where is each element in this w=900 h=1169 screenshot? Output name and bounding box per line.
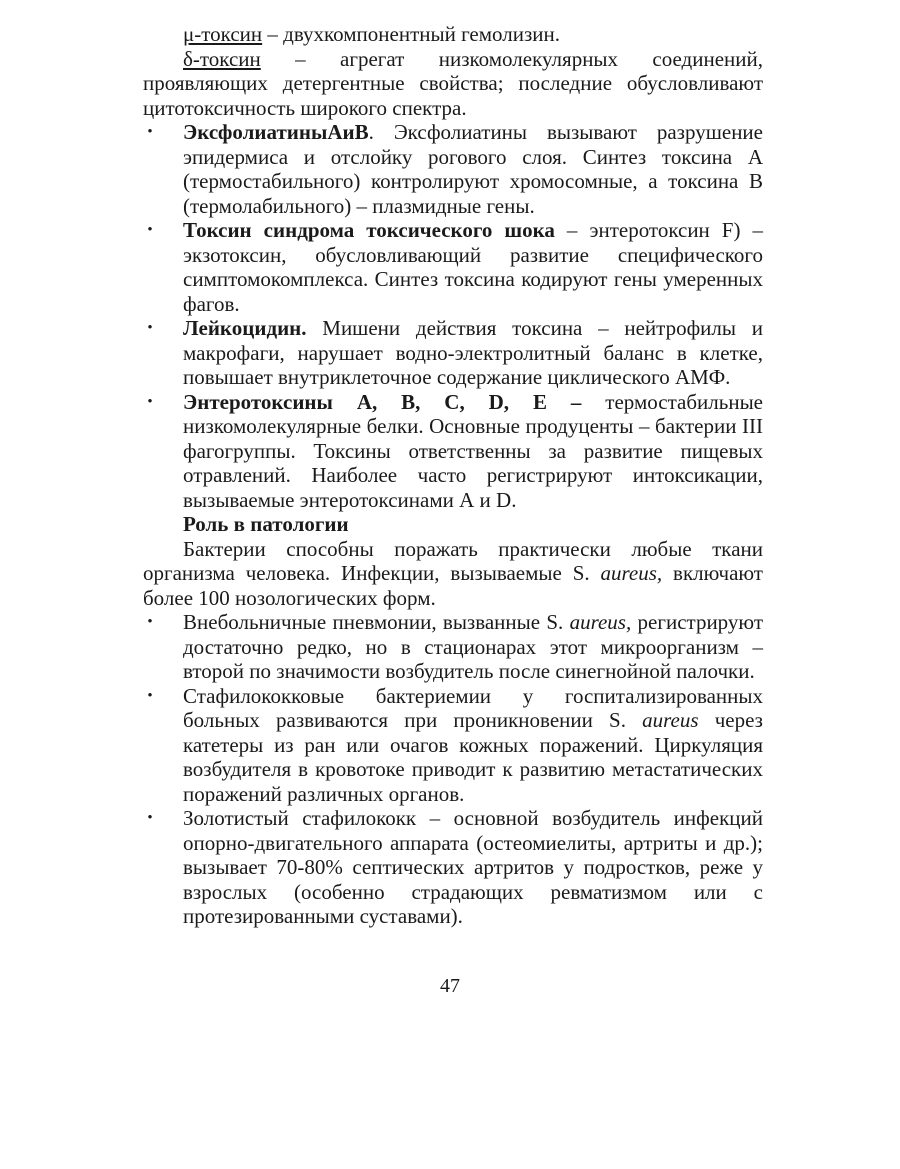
list-item-text: Золотистый стафилококк – основной возбудитель инфекций опорно-двигательного аппарата (остеомиелиты, артриты и др.); вызывает 70-80% септических артритов у подростков, реже у взрослых (особенно страдающих ревматизмом или с протезированными суставами). [183, 806, 763, 928]
list-item-text: . Эксфолиатины вызывают разрушение эпидермиса и отслойку рогового слоя. Синтез токсина А (термостабильного) контролируют хромосомные, а токсина В (термолабильного) – плазмидные гены. [183, 120, 763, 218]
toxin-mu-paragraph [143, 22, 763, 47]
list-item-term: Энтеротоксины А, В, С, D, Е – [183, 389, 582, 414]
list-item-text: Стафилококковые бактериемии у госпитализированных больных развиваются при проникновении S. [183, 683, 763, 732]
list-item-enterotoxins [143, 390, 763, 513]
section-intro-after: включают более 100 нозологических форм. [143, 561, 763, 610]
bullet-icon: • [147, 320, 153, 336]
page-number: 47 [440, 975, 460, 997]
toxin-mu-term: μ-токсин [183, 22, 263, 46]
list-item-pneumonia [143, 610, 763, 684]
list-item-exfoliatins [143, 120, 763, 218]
page-content [143, 22, 763, 929]
list-item-bacteremia [143, 684, 763, 807]
list-item-leukocidin [143, 316, 763, 390]
list-item-musculoskeletal [143, 806, 763, 929]
list-item-text-after: регистрируют достаточно редко, но в стационарах этот микроорганизм – второй по значимости возбудитель после синегнойной палочки. [183, 610, 763, 683]
bullet-icon: • [147, 687, 153, 704]
list-item-italic: aureus [642, 708, 699, 732]
list-item-term: Токсин синдрома токсического шока [183, 218, 555, 242]
list-item-term: ЭксфолиатиныАиВ [183, 120, 369, 144]
toxin-mu-text: – двухкомпонентный гемолизин. [262, 22, 561, 46]
section-intro-before: Бактерии способны поражать практически любые ткани организма человека. Инфекции, вызываемые S. [143, 536, 763, 585]
section-intro-paragraph [143, 537, 763, 611]
section-heading: Роль в патологии [183, 512, 349, 536]
bullet-icon: • [147, 222, 153, 238]
toxin-delta-term: δ-токсин [183, 46, 261, 71]
list-item-text-after: через катетеры из ран или очагов кожных поражений. Циркуляция возбудителя в кровотоке приводит к развитию метастатических поражений различных органов. [183, 708, 763, 806]
bullet-icon: • [147, 393, 153, 410]
list-item-tss-toxin [143, 218, 763, 316]
section-intro-italic: aureus, [600, 561, 663, 585]
list-item-text: Мишени действия токсина – нейтрофилы и макрофаги, нарушает водно-электролитный баланс в клетке, повышает внутриклеточное содержание циклического АМФ. [183, 316, 763, 389]
bullet-icon: • [147, 614, 153, 630]
toxin-delta-text: – агрегат низкомолекулярных соединений, проявляющих детергентные свойства; последние обусловливают цитотоксичность широкого спектра. [143, 46, 763, 120]
toxin-delta-paragraph [143, 47, 763, 121]
bullet-icon: • [147, 124, 153, 140]
bullet-icon: • [147, 810, 153, 826]
list-item-text: термостабильные низкомолекулярные белки. Основные продуценты – бактерии III фагогруппы. Токсины ответственны за развитие пищевых отравлений. Наиболее часто регистрируют интоксикации, вызываемые энтеротоксинами А и D. [183, 389, 763, 512]
list-item-italic: aureus, [569, 610, 632, 634]
list-item-term: Лейкоцидин. [183, 316, 307, 340]
list-item-text: Внебольничные пневмонии, вызванные S. [183, 610, 570, 634]
list-item-text: – энтеротоксин F) – экзотоксин, обусловливающий развитие специфического симптомокомплекса. Синтез токсина кодируют гены умеренных фагов. [183, 218, 763, 316]
